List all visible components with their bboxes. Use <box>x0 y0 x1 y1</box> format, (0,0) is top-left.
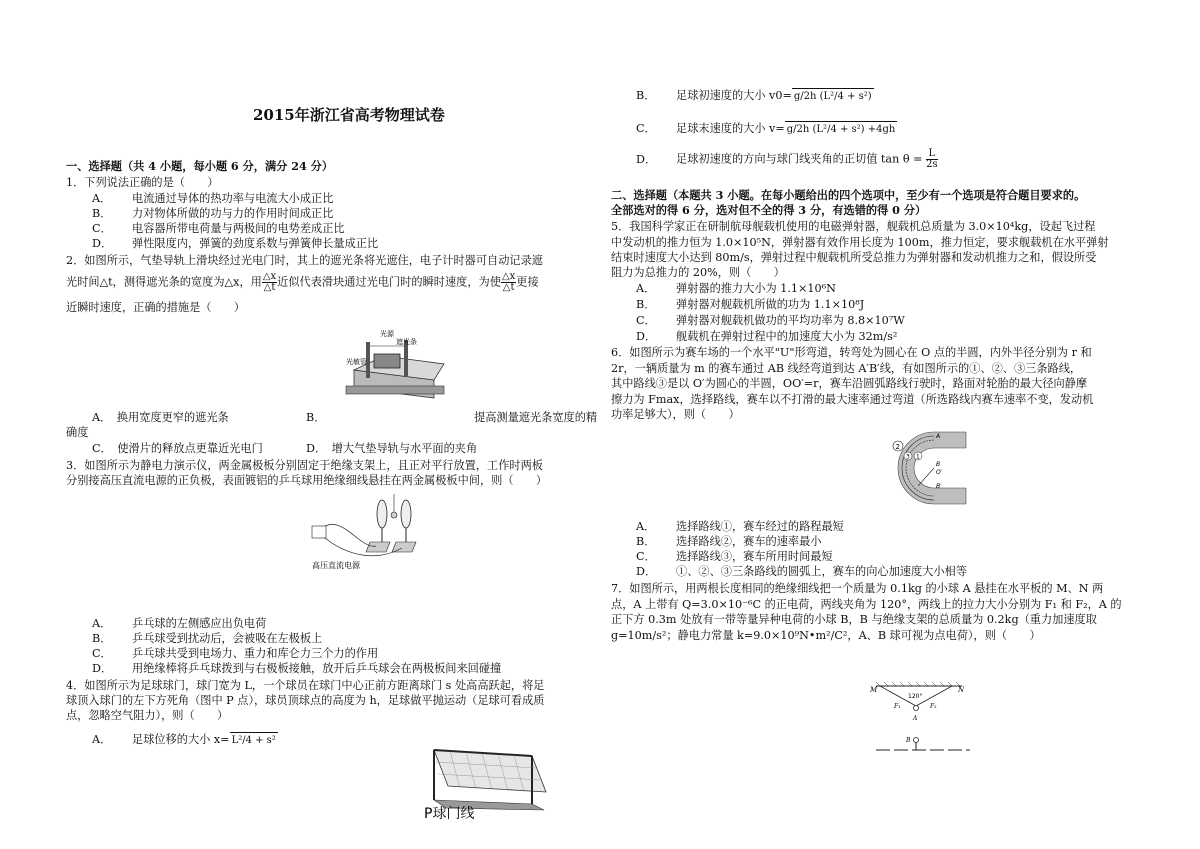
section2-heading-line1: 二、选择题（本题共 3 小题。在每小题给出的四个选项中，至少有一个选项是符合题目要求的。 <box>611 188 1086 202</box>
fraction <box>262 272 277 293</box>
q3-line2: 分别接高压直流电源的正负极，表面镀铝的乒乓球用绝缘细线悬挂在两金属极板中间，则（ ） <box>66 474 548 487</box>
q7-line2: 点，A 上带有 Q=3.0×10⁻⁶C 的正电荷，两线夹角为 120°，两线上的拉力大小分别为 F₁ 和 F₂，A 的 <box>611 598 1122 611</box>
svg-text:O′: O′ <box>936 469 943 476</box>
frac-bottom: △t <box>263 282 276 293</box>
q5-line1: 5．我国科学家正在研制航母舰载机使用的电磁弹射器，舰载机总质量为 3.0×10⁴kg，设起飞过程 <box>611 220 1096 233</box>
option-label: D． <box>92 662 113 675</box>
q6-line1: 6．如图所示为赛车场的一个水平"U"形弯道，转弯处为圆心在 O 点的半圆，内外半径分别为 r 和 <box>611 346 1092 359</box>
q4-option-c <box>636 121 897 137</box>
q4-option-d <box>636 149 938 170</box>
fig-label-light: 光源 <box>380 330 394 338</box>
option-text: 足球初速度的方向与球门线夹角的正切值 tan θ = <box>676 152 923 166</box>
fig-label-goal: P球门线 <box>424 806 475 822</box>
q2-line3: 近瞬时速度，正确的措施是（ ） <box>66 301 246 314</box>
option-label: B． <box>92 632 112 645</box>
q5-line4: 阻力为总推力的 20%，则（ ） <box>611 266 785 279</box>
option-text: 乒乓球受到扰动后，会被吸在左极板上 <box>132 632 323 645</box>
svg-text:B: B <box>936 461 941 468</box>
q2-option-b-text: 提高测量遮光条宽度的精 <box>474 411 598 424</box>
option-label: C． <box>92 222 112 235</box>
option-label: A． <box>92 733 112 746</box>
q6-option-a <box>636 519 844 534</box>
option-text: 乒乓球的左侧感应出负电荷 <box>132 617 267 630</box>
suspended-charges-figure <box>866 680 980 756</box>
q6-line2: 2r，一辆质量为 m 的赛车通过 AB 线经弯道到达 A′B′线，有如图所示的①、②、③三条路线， <box>611 362 1082 375</box>
option-label: D． <box>636 330 657 343</box>
svg-text:1: 1 <box>916 453 920 461</box>
option-label: A． <box>636 520 656 533</box>
fig-label-f1: F₁ <box>894 703 901 710</box>
q5-option-d <box>636 329 897 344</box>
q7-line3: 正下方 0.3m 处放有一带等量异种电荷的小球 B，B 与绝缘支架的总质量为 0.2kg（重力加速度取 <box>611 613 1097 626</box>
sqrt-formula: g/2h (L²/4 + s²) +4gh <box>785 121 898 137</box>
frac-top: △x <box>262 271 277 282</box>
option-text: 弹射器的推力大小为 1.1×10⁶N <box>676 282 836 295</box>
sqrt-formula: L²/4 + s² <box>230 732 278 748</box>
option-text: 足球位移的大小 x= <box>132 733 230 746</box>
soccer-goal-figure <box>420 742 550 828</box>
q2-option-c: C． 使滑片的释放点更靠近光电门 <box>92 442 263 455</box>
frac-bottom: 2s <box>926 159 938 170</box>
q6-option-c <box>636 549 833 564</box>
q4-line2: 球顶入球门的左下方死角（图中 P 点），球员顶球点的高度为 h，足球做平抛运动（足球可看成质 <box>66 694 545 707</box>
option-text: 选择路线③，赛车所用时间最短 <box>676 550 833 563</box>
section1-heading: 一、选择题（共 4 小题，每小题 6 分，满分 24 分） <box>66 159 334 173</box>
option-text: 力对物体所做的功与力的作用时间成正比 <box>132 207 334 220</box>
q6-line3: 其中路线③是以 O′为圆心的半圆，OO′=r，赛车沿圆弧路线行驶时，路面对轮胎的最大径向静摩 <box>611 377 1088 390</box>
option-label: D． <box>636 152 657 166</box>
fraction <box>926 149 938 170</box>
q6-line4: 擦力为 Fmax，选择路线，赛车以不打滑的最大速率通过弯道（所选路线内赛车速率不变，发动机 <box>611 393 1094 406</box>
q2-line2a: 光时间△t，测得遮光条的宽度为△x，用 <box>66 275 262 289</box>
fig-label-n: N <box>958 686 965 694</box>
svg-text:2: 2 <box>895 443 900 451</box>
q5-line2: 中发动机的推力恒为 1.0×10⁵N，弹射器有效作用长度为 100m，推力恒定，要求舰载机在水平弹射 <box>611 236 1109 249</box>
option-label: B． <box>636 535 656 548</box>
option-text: 用绝缘棒将乒乓球拨到与右极板接触，放开后乒乓球会在两极板间来回碰撞 <box>132 662 502 675</box>
option-label: A． <box>92 617 112 630</box>
option-label: C． <box>636 314 656 327</box>
frac-top: L <box>926 149 938 160</box>
q1-stem: 1．下列说法正确的是（ ） <box>66 176 219 189</box>
q3-option-b <box>92 631 322 646</box>
q4-option-a <box>92 732 278 748</box>
u-track-figure <box>878 426 968 510</box>
q2-line2b: 近似代表滑块通过光电门时的瞬时速度，为使 <box>277 275 501 289</box>
option-text: ①、②、③三条路线的圆弧上，赛车的向心加速度大小相等 <box>676 565 967 578</box>
q7-line4: g=10m/s²；静电力常量 k=9.0×10⁹N•m²/C²，A、B 球可视为点电荷），则（ ） <box>611 629 1041 642</box>
q1-option-b <box>92 206 333 221</box>
svg-text:A: A <box>936 433 941 440</box>
q1-option-a <box>92 191 333 206</box>
q2-line2 <box>66 272 539 293</box>
fig-label-power: 高压直流电源 <box>312 561 360 570</box>
fig-label-angle: 120° <box>908 693 923 700</box>
option-text: 足球末速度的大小 v= <box>676 122 785 135</box>
q3-line1: 3．如图所示为静电力演示仪，两金属极板分别固定于绝缘支架上，且正对平行放置，工作时两板 <box>66 459 543 472</box>
q4-option-b <box>636 88 874 104</box>
svg-text:B′: B′ <box>936 483 942 490</box>
q2-line1: 2．如图所示，气垫导轨上滑块经过光电门时，其上的遮光条将光遮住，电子计时器可自动记录遮 <box>66 254 543 267</box>
fig-label-strip: 遮光条 <box>396 338 417 346</box>
option-text: 弹射器对舰载机做功的平均功率为 8.8×10⁷W <box>676 314 905 327</box>
q7-line1: 7．如图所示，用两根长度相同的绝缘细线把一个质量为 0.1kg 的小球 A 悬挂在水平板的 M、N 两 <box>611 582 1104 595</box>
fig-label-b: B <box>906 737 911 744</box>
q3-option-a <box>92 616 266 631</box>
option-label: D． <box>636 565 657 578</box>
option-text: 电容器所带电荷量与两极间的电势差成正比 <box>132 222 345 235</box>
page-title: 2015年浙江省高考物理试卷 <box>253 106 445 124</box>
q1-option-d <box>92 236 378 251</box>
option-label: C． <box>92 647 112 660</box>
q6-option-d <box>636 564 967 579</box>
fig-label-f2: F₂ <box>930 703 937 710</box>
q6-option-b <box>636 534 821 549</box>
electrostatic-demo-figure <box>310 490 434 572</box>
q6-line5: 功率足够大），则（ ） <box>611 408 740 421</box>
q2-option-b-label: B． <box>306 411 326 424</box>
option-label: C． <box>636 550 656 563</box>
q2-option-d: D． 增大气垫导轨与水平面的夹角 <box>306 442 478 455</box>
option-label: B． <box>92 207 112 220</box>
q2-option-b-cont: 确度 <box>66 426 89 439</box>
q3-option-d <box>92 661 501 676</box>
frac-top: △x <box>501 271 516 282</box>
q5-option-a <box>636 281 836 296</box>
frac-bottom: △t <box>502 282 515 293</box>
q1-option-c <box>92 221 345 236</box>
q2-option-a: A． 换用宽度更窄的遮光条 <box>92 411 229 424</box>
svg-text:3: 3 <box>906 453 910 461</box>
fig-label-sensor: 光敏管 <box>346 358 367 366</box>
option-label: B． <box>636 89 656 102</box>
fraction <box>501 272 516 293</box>
q5-line3: 结束时速度大小达到 80m/s，弹射过程中舰载机所受总推力为弹射器和发动机推力之和，假设所受 <box>611 251 1097 264</box>
section2-heading-line2: 全部选对的得 6 分，选对但不全的得 3 分，有选错的得 0 分） <box>611 203 927 217</box>
option-label: B． <box>636 298 656 311</box>
option-text: 弹性限度内，弹簧的劲度系数与弹簧伸长量成正比 <box>132 237 379 250</box>
fig-label-a: A <box>913 715 918 722</box>
option-text: 舰载机在弹射过程中的加速度大小为 32m/s² <box>676 330 898 343</box>
option-text: 选择路线①，赛车经过的路程最短 <box>676 520 844 533</box>
option-label: C． <box>636 122 656 135</box>
q4-line1: 4．如图所示为足球球门，球门宽为 L，一个球员在球门中心正前方距离球门 s 处高高跃起，将足 <box>66 679 545 692</box>
option-label: A． <box>636 282 656 295</box>
option-text: 弹射器对舰载机所做的功为 1.1×10⁸J <box>676 298 865 311</box>
q4-line3: 点，忽略空气阻力），则（ ） <box>66 709 229 722</box>
air-track-figure <box>344 326 446 410</box>
q5-option-b <box>636 297 864 312</box>
option-label: D． <box>92 237 113 250</box>
option-text: 乒乓球共受到电场力、重力和库仑力三个力的作用 <box>132 647 379 660</box>
q5-option-c <box>636 313 905 328</box>
sqrt-formula: g/2h (L²/4 + s²) <box>792 88 874 104</box>
fig-label-m: M <box>870 686 878 694</box>
option-text: 选择路线②，赛车的速率最小 <box>676 535 822 548</box>
option-label: A． <box>92 192 112 205</box>
option-text: 足球初速度的大小 v0= <box>676 89 792 102</box>
q2-line2c: 更接 <box>516 275 539 289</box>
q3-option-c <box>92 646 378 661</box>
option-text: 电流通过导体的热功率与电流大小成正比 <box>132 192 334 205</box>
